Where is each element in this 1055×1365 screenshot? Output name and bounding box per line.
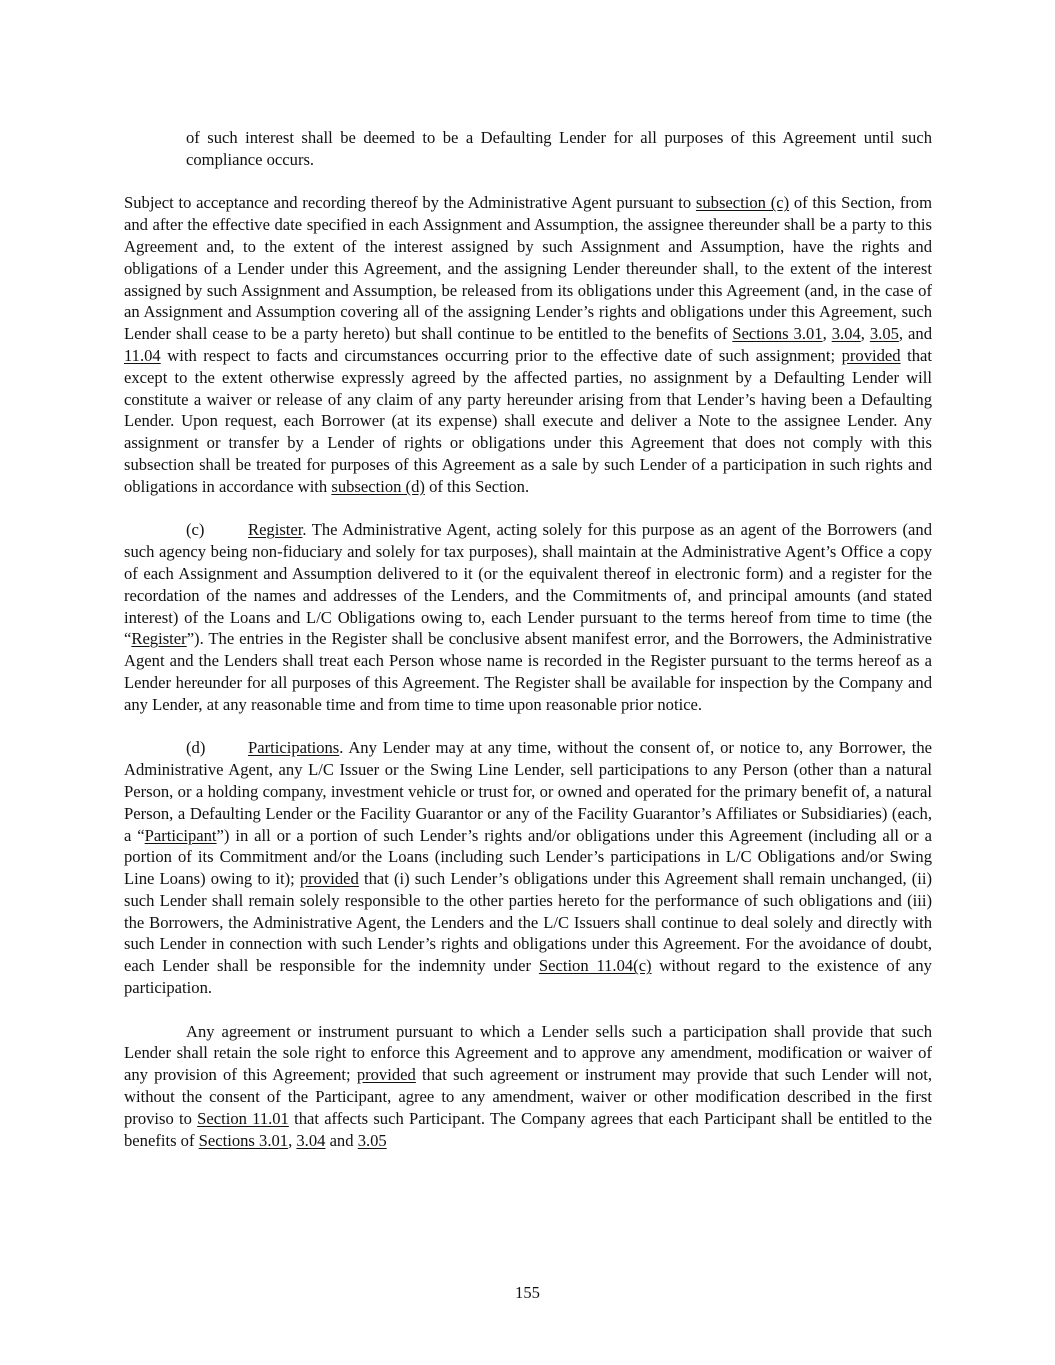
cross-reference: Sections 3.01	[198, 1130, 289, 1150]
cross-reference: 3.05	[869, 324, 899, 344]
section-number: (d)	[186, 738, 206, 758]
paragraph-text: ,	[288, 1130, 297, 1150]
cross-reference: subsection (c)	[695, 193, 790, 213]
paragraph-text: that affects such Participant. The Company agrees that each Participant shall be entitled to the benefits of	[124, 1108, 932, 1150]
paragraph-text: Subject to acceptance and recording thereof by the Administrative Agent pursuant to	[124, 193, 696, 213]
paragraph-assignment-effect	[124, 192, 932, 497]
cross-reference: subsection (d)	[331, 476, 425, 496]
emphasis-term: provided	[841, 345, 901, 365]
paragraph-participation-agreement	[124, 1021, 932, 1152]
paragraph-text: without regard to the existence of any participation.	[124, 956, 932, 998]
cross-reference: 3.04	[831, 324, 861, 344]
paragraph-continuation	[186, 127, 932, 171]
section-number: (c)	[186, 520, 205, 540]
cross-reference: Sections 3.01	[732, 324, 823, 344]
defined-term: Register	[131, 629, 187, 649]
paragraph-text: that such agreement or instrument may provide that such Lender will not, without the consent of the Participant, agree to any amendment, waiver or other modification described in the first proviso to	[124, 1065, 932, 1128]
paragraph-text: ”). The entries in the Register shall be conclusive absent manifest error, and the Borrowers, the Administrative Agent and the Lenders shall treat each Person whose name is recorded in the Register pursuant to the terms hereof as a Lender hereunder for all purposes of this Agreement. The Register shall be available for inspection by the Company and any Lender, at any reasonable time and from time to time upon reasonable prior notice.	[124, 629, 932, 714]
page-number: 155	[515, 1283, 540, 1302]
paragraph-text: of such interest shall be deemed to be a Defaulting Lender for all purposes of this Agreement until such compliance occurs.	[186, 128, 932, 169]
paragraph-text: of this Section.	[424, 476, 530, 496]
cross-reference: 3.04	[296, 1130, 326, 1150]
paragraph-participations	[124, 737, 932, 999]
paragraph-text: ,	[822, 324, 832, 344]
emphasis-term: provided	[356, 1065, 416, 1085]
document-body	[124, 127, 932, 1151]
paragraph-text: that except to the extent otherwise expressly agreed by the affected parties, no assignment by a Defaulting Lender will constitute a waiver or release of any claim of any party hereunder arising from that Lender’s having been a Defaulting Lender. Upon request, each Borrower (at its expense) shall execute and deliver a Note to the assignee Lender. Any assignment or transfer by a Lender of rights or obligations under this Agreement that does not comply with this subsection shall be treated for purposes of this Agreement as a sale by such Lender of a participation in such rights and obligations in accordance with	[124, 345, 933, 496]
emphasis-term: provided	[299, 869, 359, 889]
paragraph-text: . The Administrative Agent, acting solely for this purpose as an agent of the Borrowers (and such agency being non-fiduciary and solely for tax purposes), shall maintain at the Administrative Agent’s Office a copy of each Assignment and Assumption delivered to it (or the equivalent thereof in electronic form) and a register for the recordation of the names and addresses of the Lenders, and the Commitments of, and principal amounts (and stated interest) of the Loans and L/C Obligations owing to, each Lender pursuant to the terms hereof from time to time (the “	[124, 520, 932, 649]
section-heading: Register	[248, 520, 303, 540]
paragraph-text: ,	[860, 324, 870, 344]
paragraph-text: ”) in all or a portion of such Lender’s rights and/or obligations under this Agreement (including all or a portion of its Commitment and/or the Loans (including such Lender’s participations in L/C Obligations and/or Swing Line Loans) owing to it);	[124, 825, 932, 889]
cross-reference: Section 11.04(c)	[538, 956, 652, 976]
paragraph-text: of this Section, from and after the effective date specified in each Assignment and Assumption, the assignee thereunder shall be a party to this Agreement and, to the extent of the interest assigned by such Assignment and Assumption, have the rights and obligations of a Lender under this Agreement, and the assigning Lender thereunder shall, to the extent of the interest assigned by such Assignment and Assumption, be released from its obligations under this Agreement (and, in the case of an Assignment and Assumption covering all of the assigning Lender’s rights and obligations under this Agreement, such Lender shall cease to be a party hereto) but shall continue to be entitled to the benefits of	[124, 193, 932, 344]
cross-reference: 11.04	[124, 345, 161, 365]
paragraph-text: . Any Lender may at any time, without the consent of, or notice to, any Borrower, the Administrative Agent, any L/C Issuer or the Swing Line Lender, sell participations to any Person (other than a natural Person, or a holding company, investment vehicle or trust for, or owned and operated for the primary benefit of, a natural Person, a Defaulting Lender or the Facility Guarantor or any of the Facility Guarantor’s Affiliates or Subsidiaries) (each, a “	[124, 738, 932, 845]
paragraph-register	[124, 519, 932, 715]
section-heading: Participations	[248, 738, 340, 758]
paragraph-text: , and	[898, 324, 933, 344]
cross-reference: 3.05	[357, 1130, 387, 1150]
defined-term: Participant	[144, 825, 217, 845]
cross-reference: Section 11.01	[197, 1108, 289, 1128]
paragraph-text: Any agreement or instrument pursuant to which a Lender sells such a participation shall provide that such Lender shall retain the sole right to enforce this Agreement and to approve any amendment, modification or waiver of any provision of this Agreement;	[124, 1021, 932, 1085]
paragraph-text: and	[325, 1130, 358, 1150]
paragraph-text: with respect to facts and circumstances occurring prior to the effective date of such assignment;	[160, 345, 842, 365]
paragraph-text: that (i) such Lender’s obligations under this Agreement shall remain unchanged, (ii) such Lender shall remain solely responsible to the other parties hereto for the performance of such obligations and (iii) the Borrowers, the Administrative Agent, the Lenders and the L/C Issuers shall continue to deal solely and directly with such Lender in connection with such Lender’s rights and obligations under this Agreement. For the avoidance of doubt, each Lender shall be responsible for the indemnity under	[124, 869, 932, 976]
